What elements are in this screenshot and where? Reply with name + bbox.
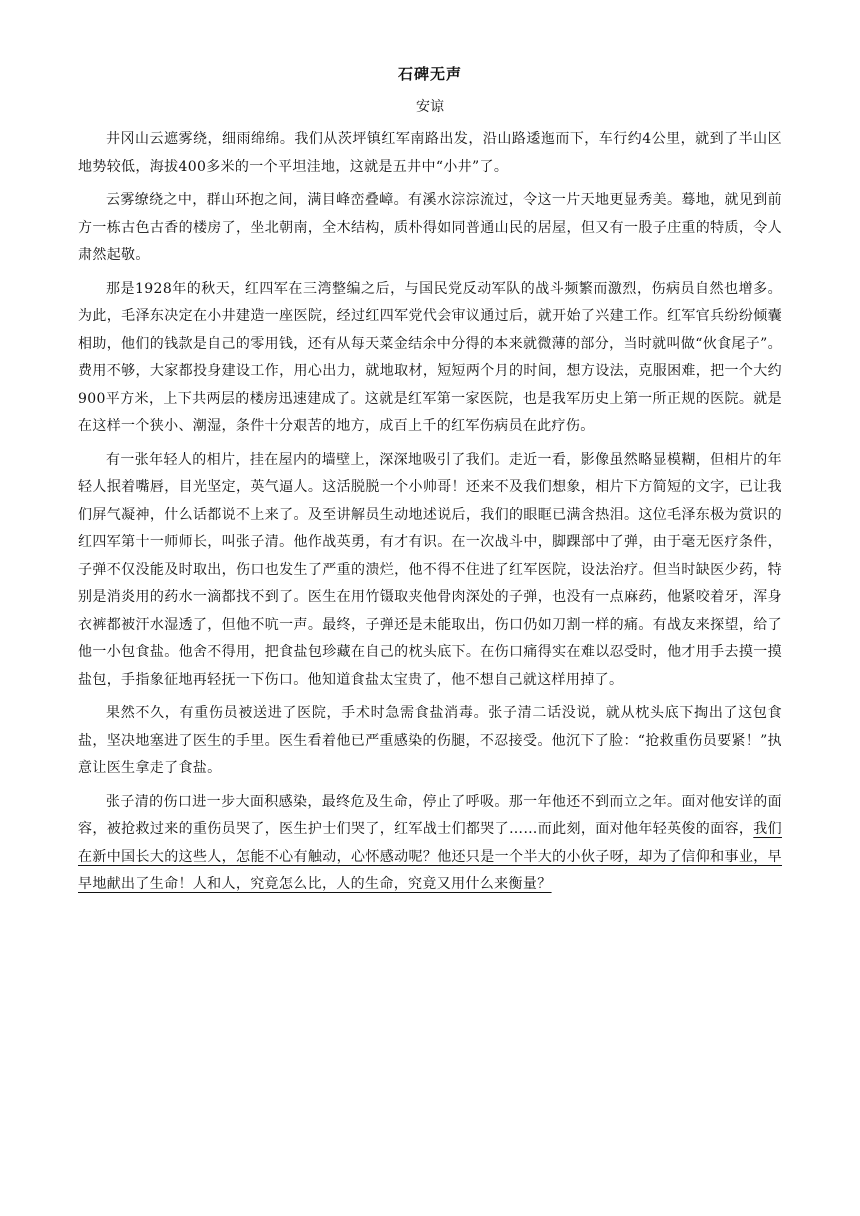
- article-author: 安谅: [416, 99, 444, 115]
- article-title: 石碑无声: [397, 65, 462, 83]
- document-body: [78, 64, 782, 905]
- paragraph-4: 有一张年轻人的相片，挂在屋内的墙壁上，深深地吸引了我们。走近一看，影像虽然略显模糊，但相片的年轻人抿着嘴唇，目光坚定，英气逼人。这活脱脱一个小帅哥！还来不及我们想象，相片下方简短的文字，已让我们屏气凝神，什么话都说不上来了。及至讲解员生动地述说后，我们的眼眶已满含热泪。这位毛泽东极为赏识的红四军第十一师师长，叫张子清。他作战英勇，有才有识。在一次战斗中，脚踝部中了弹，由于毫无医疗条件，子弹不仅没能及时取出，伤口也发生了严重的溃烂，他不得不住进了红军医院，设法治疗。但当时缺医少药，特别是消炎用的药水一滴都找不到了。医生在用竹镊取夹他骨肉深处的子弹，也没有一点麻药，他紧咬着牙，浑身衣裤都被汗水湿透了，但他不吭一声。最终，子弹还是未能取出，伤口仍如刀割一样的痛。有战友来探望，给了他一小包食盐。他舍不得用，把食盐包珍藏在自己的枕头底下。在伤口痛得实在难以忍受时，他才用手去摸一摸盐包，手指象征地再轻抚一下伤口。他知道食盐太宝贵了，他不想自己就这样用掉了。: [78, 451, 782, 688]
- paragraph-5: 果然不久，有重伤员被送进了医院，手术时急需食盐消毒。张子清二话没说，就从枕头底下掏出了这包食盐，坚决地塞进了医生的手里。医生看着他已严重感染的伤腿，不忍接受。他沉下了脸：“抢救重伤员要紧！”执意让医生拿走了食盐。: [78, 705, 782, 776]
- underlined-sentence: 我们在新中国长大的这些人，怎能不心有触动，心怀感动呢？他还只是一个半大的小伙子呀，却为了信仰和事业，早早地献出了生命！人和人，究竟怎么比，人的生命，究竟又用什么来衡量？: [78, 821, 782, 892]
- paragraph-2: 云雾缭绕之中，群山环抱之间，满目峰峦叠嶂。有溪水淙淙流过，令这一片天地更显秀美。蓦地，就见到前方一栋古色古香的楼房了，坐北朝南，全木结构，质朴得如同普通山民的居屋，但又有一股子庄重的特质，令人肃然起敬。: [78, 192, 782, 263]
- paragraph-3: 那是1928年的秋天，红四军在三湾整编之后，与国民党反动军队的战斗频繁而激烈，伤病员自然也增多。为此，毛泽东决定在小井建造一座医院，经过红四军党代会审议通过后，就开始了兴建工作。红军官兵纷纷倾囊相助，他们的钱款是自己的零用钱，还有从每天菜金结余中分得的本来就微薄的部分，当时就叫做“伙食尾子”。费用不够，大家都投身建设工作，用心出力，就地取材，短短两个月的时间，想方设法，克服困难，把一个大约900平方米，上下共两层的楼房迅速建成了。这就是红军第一家医院，也是我军历史上第一所正规的医院。就是在这样一个狭小、潮湿，条件十分艰苦的地方，成百上千的红军伤病员在此疗伤。: [78, 280, 782, 434]
- paragraph-6: [78, 789, 782, 899]
- paragraph-1: 井冈山云遮雾绕，细雨绵绵。我们从茨坪镇红军南路出发，沿山路逶迤而下，车行约4公里，就到了半山区地势较低，海拔400多米的一个平坦洼地，这就是五井中“小井”了。: [78, 131, 782, 175]
- paragraph-6-plain-text: 张子清的伤口进一步大面积感染，最终危及生命，停止了呼吸。那一年他还不到而立之年。面对他安详的面容，被抢救过来的重伤员哭了，医生护士们哭了，红军战士们都哭了……而此刻，面对他年轻英俊的面容，: [78, 793, 782, 837]
